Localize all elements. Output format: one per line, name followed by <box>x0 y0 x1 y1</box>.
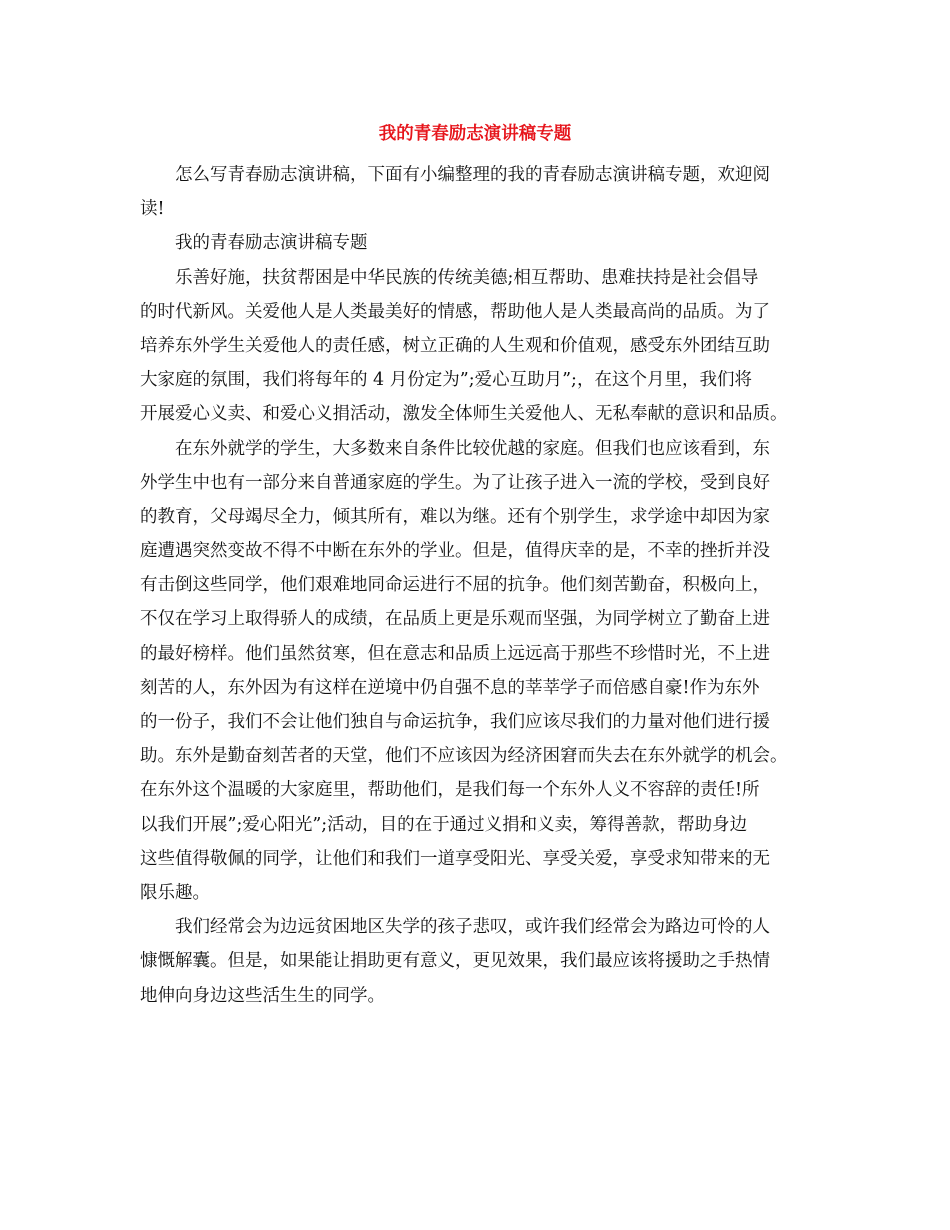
paragraph-line: 以我们开展”;爱心阳光”;活动，目的在于通过义捐和义卖，筹得善款，帮助身边 <box>140 814 748 835</box>
paragraph-line: 怎么写青春励志演讲稿，下面有小编整理的我的青春励志演讲稿专题，欢迎阅 <box>175 165 770 185</box>
paragraph-line: 的时代新风。关爱他人是人类最美好的情感，帮助他人是人类最高尚的品质。为了 <box>140 301 770 322</box>
paragraph-line: 这些值得敬佩的同学，让他们和我们一道享受阳光、享受关爱，享受求知带来的无 <box>140 848 770 869</box>
paragraph-line: 读! <box>140 199 165 220</box>
paragraph-line: 庭遭遇突然变故不得不中断在东外的学业。但是，值得庆幸的是，不幸的挫折并没 <box>140 541 770 562</box>
paragraph-line: 的最好榜样。他们虽然贫寒，但在意志和品质上远远高于那些不珍惜时光，不上进 <box>140 643 770 664</box>
paragraph-line: 慷慨解囊。但是，如果能让捐助更有意义，更见效果，我们最应该将援助之手热情 <box>140 951 770 972</box>
paragraph-line: 助。东外是勤奋刻苦者的天堂，他们不应该因为经济困窘而失去在东外就学的机会。 <box>140 746 788 767</box>
subheading: 我的青春励志演讲稿专题 <box>175 233 368 254</box>
paragraph-line: 限乐趣。 <box>140 882 210 903</box>
paragraph-line: 刻苦的人，东外因为有这样在逆境中仍自强不息的莘莘学子而倍感自豪!作为东外 <box>140 677 760 698</box>
paragraph-line: 大家庭的氛围，我们将每年的 4 月份定为”;爱心互助月”;，在这个月里，我们将 <box>140 370 752 391</box>
paragraph-line: 开展爱心义卖、和爱心义捐活动，激发全体师生关爱他人、无私奉献的意识和品质。 <box>140 404 788 425</box>
document-body <box>140 158 820 1013</box>
paragraph-line: 培养东外学生关爱他人的责任感，树立正确的人生观和价值观，感受东外团结互助 <box>140 335 770 356</box>
document-title: 我的青春励志演讲稿专题 <box>378 124 572 144</box>
paragraph-line: 在东外这个温暖的大家庭里，帮助他们，是我们每一个东外人义不容辞的责任!所 <box>140 780 760 801</box>
paragraph-line: 不仅在学习上取得骄人的成绩，在品质上更是乐观而坚强，为同学树立了勤奋上进 <box>140 609 770 630</box>
paragraph-line: 的教育，父母竭尽全力，倾其所有，难以为继。还有个别学生，求学途中却因为家 <box>140 506 770 527</box>
paragraph-line: 有击倒这些同学，他们艰难地同命运进行不屈的抗争。他们刻苦勤奋，积极向上， <box>140 575 770 596</box>
paragraph-line: 的一份子，我们不会让他们独自与命运抗争，我们应该尽我们的力量对他们进行援 <box>140 712 770 732</box>
paragraph-line: 地伸向身边这些活生生的同学。 <box>140 985 385 1006</box>
paragraph-line: 外学生中也有一部分来自普通家庭的学生。为了让孩子进入一流的学校，受到良好 <box>140 472 770 493</box>
paragraph-line: 我们经常会为边远贫困地区失学的孩子悲叹，或许我们经常会为路边可怜的人 <box>175 917 770 938</box>
paragraph-line: 在东外就学的学生，大多数来自条件比较优越的家庭。但我们也应该看到，东 <box>175 438 770 459</box>
paragraph-line: 乐善好施，扶贫帮困是中华民族的传统美德;相互帮助、患难扶持是社会倡导 <box>175 267 759 288</box>
